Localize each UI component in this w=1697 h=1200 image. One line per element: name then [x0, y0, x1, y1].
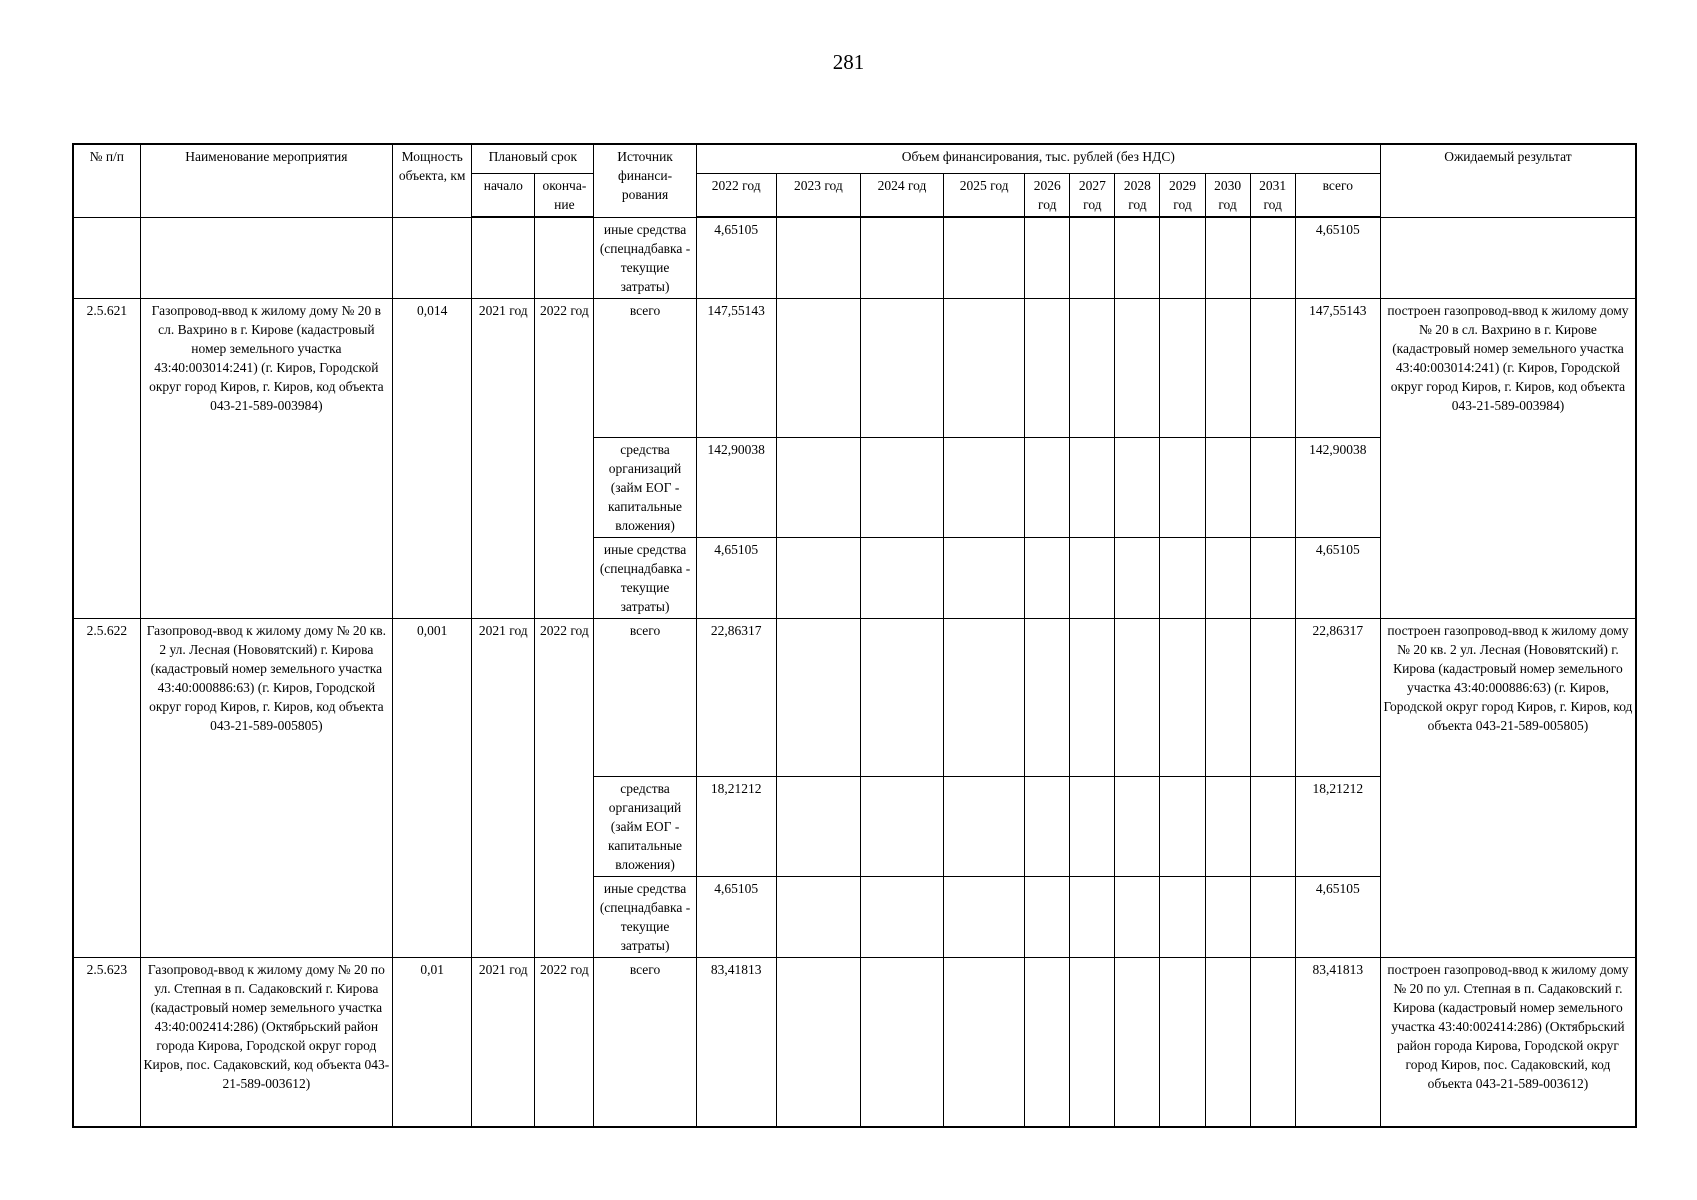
item-capacity: 0,01	[393, 957, 472, 1127]
item-start: 2021 год	[472, 957, 535, 1127]
item-end: 2022 год	[535, 618, 594, 957]
continuation-group	[73, 217, 1636, 298]
source-cell: иные средства (спецнадбавка - текущие затраты)	[594, 876, 696, 957]
item-num: 2.5.621	[73, 298, 140, 618]
table-header	[73, 144, 1636, 217]
source-cell: средства организаций (займ ЕОГ - капитальные вложения)	[594, 776, 696, 876]
header-year-2023: 2023 год	[776, 174, 860, 218]
table-row	[73, 957, 1636, 1127]
header-year-2024: 2024 год	[860, 174, 943, 218]
header-capacity: Мощность объекта, км	[393, 144, 472, 217]
item-num: 2.5.623	[73, 957, 140, 1127]
total-value: 142,90038	[1295, 437, 1380, 537]
total-value: 4,65105	[1295, 217, 1380, 298]
item-result: построен газопровод-ввод к жилому дому № 20 по ул. Степная в п. Садаковский г. Кирова (кадастровый номер земельного участка 43:40:002414:286) (Октябрьский район города Кирова, Городской округ город Киров, пос. Садаковский, код объекта 043-21-589-003612)	[1380, 957, 1636, 1127]
item-group-621	[73, 298, 1636, 618]
year-2022-value: 142,90038	[696, 437, 776, 537]
item-end: 2022 год	[535, 298, 594, 618]
total-value: 4,65105	[1295, 537, 1380, 618]
source-cell: всего	[594, 957, 696, 1127]
item-name: Газопровод-ввод к жилому дому № 20 кв. 2 ул. Лесная (Нововятский) г. Кирова (кадастровый номер земельного участка 43:40:000886:63) (г. Киров, Городской округ город Киров, г. Киров, код объекта 043-21-589-005805)	[140, 618, 392, 957]
page-number: 281	[832, 50, 865, 74]
header-num: № п/п	[73, 144, 140, 217]
total-value: 147,55143	[1295, 298, 1380, 437]
year-2022-value: 22,86317	[696, 618, 776, 776]
header-plan-term: Плановый срок	[472, 144, 594, 174]
header-year-2022: 2022 год	[696, 174, 776, 218]
total-value: 83,41813	[1295, 957, 1380, 1127]
header-source: Источник финанси-рования	[594, 144, 696, 217]
header-year-2027: 2027 год	[1070, 174, 1115, 218]
item-start: 2021 год	[472, 298, 535, 618]
header-year-2025: 2025 год	[944, 174, 1025, 218]
item-start: 2021 год	[472, 618, 535, 957]
source-cell: средства организаций (займ ЕОГ - капитальные вложения)	[594, 437, 696, 537]
year-2022-value: 18,21212	[696, 776, 776, 876]
header-total: всего	[1295, 174, 1380, 218]
item-end: 2022 год	[535, 957, 594, 1127]
source-cell: всего	[594, 618, 696, 776]
header-end: оконча-ние	[535, 174, 594, 218]
header-year-2031: 2031 год	[1250, 174, 1295, 218]
item-capacity: 0,014	[393, 298, 472, 618]
table-row	[73, 217, 1636, 298]
year-2022-value: 4,65105	[696, 537, 776, 618]
item-group-622	[73, 618, 1636, 957]
item-result: построен газопровод-ввод к жилому дому № 20 в сл. Вахрино в г. Кирове (кадастровый номер земельного участка 43:40:003014:241) (г. Киров, Городской округ город Киров, г. Киров, код объекта 043-21-589-003984)	[1380, 298, 1636, 618]
header-result: Ожидаемый результат	[1380, 144, 1636, 217]
table-row	[73, 298, 1636, 437]
item-num: 2.5.622	[73, 618, 140, 957]
header-year-2030: 2030 год	[1205, 174, 1250, 218]
source-cell: всего	[594, 298, 696, 437]
item-capacity: 0,001	[393, 618, 472, 957]
item-group-623	[73, 957, 1636, 1127]
financing-table	[72, 143, 1637, 1128]
item-name: Газопровод-ввод к жилому дому № 20 в сл. Вахрино в г. Кирове (кадастровый номер земельного участка 43:40:003014:241) (г. Киров, Городской округ город Киров, г. Киров, код объекта 043-21-589-003984)	[140, 298, 392, 618]
year-2022-value: 4,65105	[696, 876, 776, 957]
header-funding: Объем финансирования, тыс. рублей (без НДС)	[696, 144, 1380, 174]
source-cell: иные средства (спецнадбавка - текущие затраты)	[594, 537, 696, 618]
item-name: Газопровод-ввод к жилому дому № 20 по ул. Степная в п. Садаковский г. Кирова (кадастровый номер земельного участка 43:40:002414:286) (Октябрьский район города Кирова, Городской округ город Киров, пос. Садаковский, код объекта 043-21-589-003612)	[140, 957, 392, 1127]
year-2022-value: 147,55143	[696, 298, 776, 437]
total-value: 4,65105	[1295, 876, 1380, 957]
total-value: 18,21212	[1295, 776, 1380, 876]
header-year-2028: 2028 год	[1115, 174, 1160, 218]
header-year-2026: 2026 год	[1025, 174, 1070, 218]
table-row	[73, 618, 1636, 776]
header-year-2029: 2029 год	[1160, 174, 1205, 218]
header-name: Наименование мероприятия	[140, 144, 392, 217]
year-2022-value: 4,65105	[696, 217, 776, 298]
year-2022-value: 83,41813	[696, 957, 776, 1127]
source-cell: иные средства (спецнадбавка - текущие затраты)	[594, 217, 696, 298]
header-start: начало	[472, 174, 535, 218]
total-value: 22,86317	[1295, 618, 1380, 776]
item-result: построен газопровод-ввод к жилому дому № 20 кв. 2 ул. Лесная (Нововятский) г. Кирова (кадастровый номер земельного участка 43:40:000886:63) (г. Киров, Городской округ город Киров, г. Киров, код объекта 043-21-589-005805)	[1380, 618, 1636, 957]
